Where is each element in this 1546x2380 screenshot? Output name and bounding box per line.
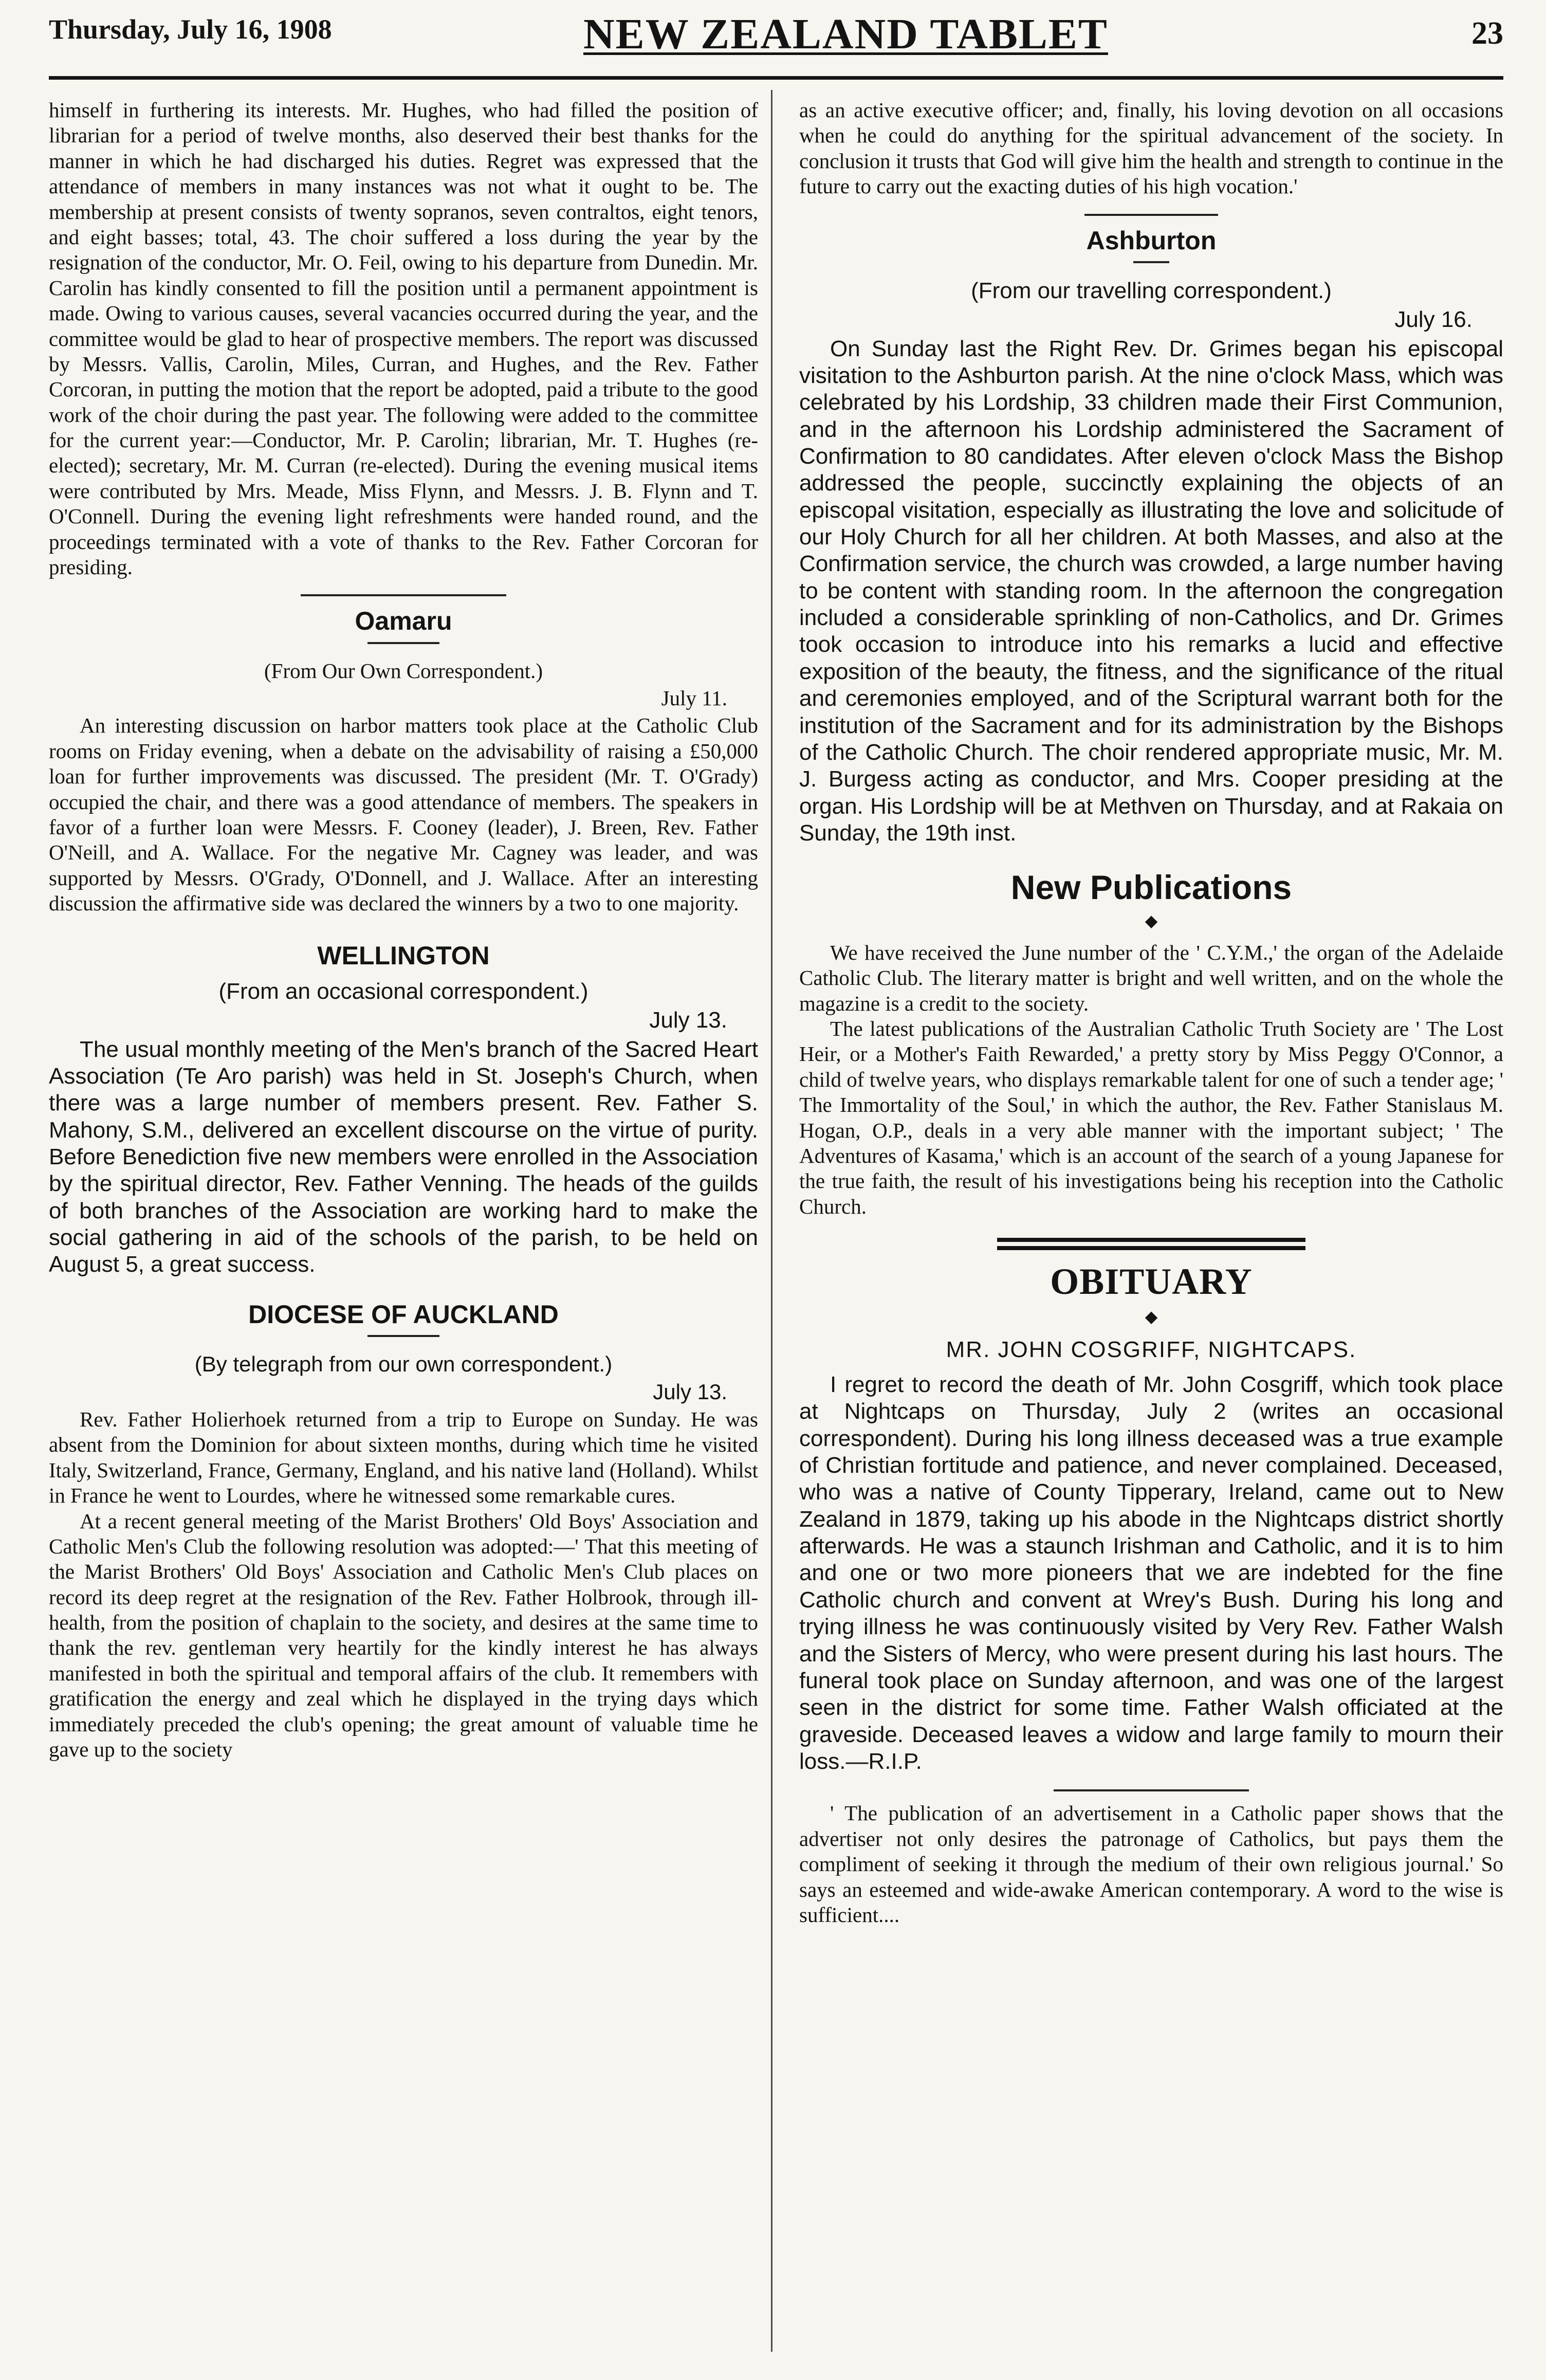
heading-rule [367,642,439,644]
oamaru-byline: (From Our Own Correspondent.) [264,658,543,683]
resolution-continued: as an active executive officer; and, finally, his loving devotion on all occasions when he could do anything for the spiritual advancement of the society. In conclusion it trusts that God will give him the health and strength to continue in the future to carry out the exacting duties of his high vocation.' [799,98,1503,198]
diamond-ornament: ◆ [1145,1307,1158,1326]
newspaper-title: NEW ZEALAND TABLET [583,10,1108,58]
ashburton-byline: (From our travelling correspondent.) [971,278,1332,303]
left-column [49,98,758,1762]
closing-note: ' The publication of an advertisement in a Catholic paper shows that the advertiser not only desires the patronage of Catholics, but pays them the compliment of seeking it through the medium of their own religious journal.' So says an esteemed and wide-awake American contemporary. A word to the wise is sufficient.... [799,1801,1503,1927]
heading-rule [367,1335,439,1337]
auckland-heading: DIOCESE OF AUCKLAND [248,1299,559,1329]
obituary-heading: OBITUARY [1050,1261,1253,1303]
choir-report-continued: himself in furthering its interests. Mr. Hughes, who had filled the position of librarian for a period of twelve months, also deserved their best thanks for the manner in which he had discharged his duties. Regret was expressed that the attendance of members in many instances was not what it ought to be. The membership at present consists of twenty sopranos, seven contraltos, eight tenors, and eight basses; total, 43. The choir suffered a loss during the year by the resignation of the conductor, Mr. O. Feil, owing to his departure from Dunedin. Mr. Carolin has kindly consented to fill the position until a permanent appointment is made. Owing to various causes, several vacancies occurred during the year, and the committee would be glad to hear of prospective members. The report was discussed by Messrs. Vallis, Carolin, Miles, Curran, and Hughes, and the Rev. Father Corcoran, in putting the motion that the report be adopted, paid a tribute to the good work of the choir during the past year. The following were added to the committee for the current year:—Conductor, Mr. P. Carolin; librarian, Mr. T. Hughes (re-elected); secretary, Mr. M. Curran (re-elected). During the evening musical items were contributed by Mrs. Meade, Miss Flynn, and Messrs. J. B. Flynn and T. O'Connell. During the evening light refreshments were handed round, and the proceedings terminated with a vote of thanks to the Rev. Father Corcoran for presiding. [49,98,758,579]
oamaru-body: An interesting discussion on harbor matters took place at the Catholic Club rooms on Friday evening, when a debate on the advisability of raising a £50,000 loan for further improvements was discussed. The president (Mr. T. O'Grady) occupied the chair, and there was a good attendance of members. The speakers in favor of a further loan were Messrs. F. Cooney (leader), J. Breen, Rev. Father O'Neill, and A. Wallace. For the negative Mr. Cagney was leader, and was supported by Messrs. O'Grady, O'Donnell, and J. Wallace. After an interesting discussion the affirmative side was declared the winners by a two to one majority. [49,713,758,916]
auckland-para-1: Rev. Father Holierhoek returned from a trip to Europe on Sunday. He was absent from the Dominion for about sixteen months, during which time he visited Italy, Switzerland, France, Germany, England, and his native land (Holland). Whilst in France he went to Lourdes, where he witnessed some remarkable cures. [49,1407,758,1508]
section-rule [301,594,506,596]
publications-para-2: The latest publications of the Australian Catholic Truth Society are ' The Lost Heir, or a Mother's Faith Rewarded,' a pretty story by Miss Peggy O'Connor, a child of twelve years, who displays remarkable talent for one of such a tender age; ' The Immortality of the Soul,' in which the author, the Rev. Father Stanislaus M. Hogan, O.P., deals in a very able manner with the important subject; ' The Adventures of Kasama,' which is an account of the search of a young Japanese for the true faith, the result of his investigations being his reception into the Catholic Church. [799,1017,1503,1218]
ashburton-body: On Sunday last the Right Rev. Dr. Grimes began his episcopal visitation to the Ashburton parish. At the nine o'clock Mass, which was celebrated by his Lordship, 33 children made their First Communion, and in the afternoon his Lordship administered the Sacrament of Confirmation to 80 candidates. After eleven o'clock Mass the Bishop addressed the people, succinctly explaining the objects of an episcopal visitation, especially as illustrating the love and solicitude of our Holy Church for all her children. At both Masses, and also at the Confirmation service, the church was crowded, a large number having to be content with standing room. In the afternoon the congregation included a considerable sprinkling of non-Catholics, and Dr. Grimes took occasion to introduce into his remarks a lucid and effective exposition of the beauty, the fitness, and the significance of the ritual and ceremonies employed, and of the Scriptural warrant both for the institution of the Sacrament and for its administration by the Bishops of the Catholic Church. The choir rendered appropriate music, Mr. M. J. Burgess acting as conductor, and Mrs. Cooper presiding at the organ. His Lordship will be at Methven on Thursday, and at Rakaia on Sunday, the 19th inst. [799,336,1503,846]
ashburton-heading: Ashburton [1086,226,1217,255]
right-column [799,98,1503,1928]
auckland-date: July 13. [653,1380,727,1404]
obituary-body: I regret to record the death of Mr. John Cosgriff, which took place at Nightcaps on Thursday, July 2 (writes an occasional correspondent). During his long illness deceased was a true example of Christian fortitude and patience, and never complained. Deceased, who was a native of County Tipperary, Ireland, came out to New Zealand in 1879, taking up his abode in the Nightcaps district shortly afterwards. He was a staunch Irishman and Catholic, and it is to him and one or two more pioneers that we are indebted for the fine Catholic church and convent at Wrey's Bush. During his long and trying illness he was continuously visited by Very Rev. Father Walsh and the Sisters of Mercy, who were present during his last hours. The funeral took place on Sunday afternoon, and was one of the largest seen in the district for some time. Father Walsh officiated at the graveside. Deceased leaves a widow and large family to mourn their loss.—R.I.P. [799,1371,1503,1774]
publications-heading: New Publications [1010,868,1292,907]
page-number: 23 [1471,16,1503,51]
wellington-heading: WELLINGTON [317,941,490,970]
double-rule [997,1238,1305,1250]
oamaru-heading: Oamaru [355,607,452,636]
auckland-para-2: At a recent general meeting of the Marist Brothers' Old Boys' Association and Catholic Men's Club the following resolution was adopted:—' That this meeting of the Marist Brothers' Old Boys' Association and Catholic Men's Club places on record its deep regret at the resignation of the Rev. Father Holbrook, through ill-health, from the position of chaplain to the society, and desires at the same time to thank the rev. gentleman very heartily for the kindly interest he has always manifested in both the spiritual and temporal affairs of the club. It remembers with gratification the energy and zeal which he displayed in the trying days which immediately preceded the club's opening; the great amount of valuable time he gave up to the society [49,1509,758,1762]
auckland-byline: (By telegraph from our own correspondent.) [194,1352,613,1377]
ashburton-date: July 16. [1394,307,1473,333]
publications-para-1: We have received the June number of the ' C.Y.M.,' the organ of the Adelaide Catholic Club. The literary matter is bright and well written, and on the whole the magazine is a credit to the society. [799,940,1503,1015]
heading-rule [1133,261,1169,263]
masthead [49,9,1503,80]
section-rule [1054,1789,1249,1791]
wellington-body: The usual monthly meeting of the Men's branch of the Sacred Heart Association (Te Aro parish) was held in St. Joseph's Church, when there was a large number of members present. Rev. Father S. Mahony, S.M., delivered an excellent discourse on the virtue of purity. Before Benediction five new members were enrolled in the Association by the spiritual director, Rev. Father Venning. The heads of the guilds of both branches of the Association are working hard to make the social gathering in aid of the schools of the parish, to be held on August 5, a great success. [49,1036,758,1277]
obituary-subheading: MR. JOHN COSGRIFF, NIGHTCAPS. [946,1337,1357,1362]
wellington-byline: (From an occasional correspondent.) [218,978,588,1004]
diamond-ornament: ◆ [1145,911,1158,930]
column-divider [771,90,772,2352]
wellington-date: July 13. [649,1008,727,1033]
issue-date: Thursday, July 16, 1908 [49,14,332,45]
oamaru-date: July 11. [661,686,727,710]
section-rule [1084,214,1218,216]
